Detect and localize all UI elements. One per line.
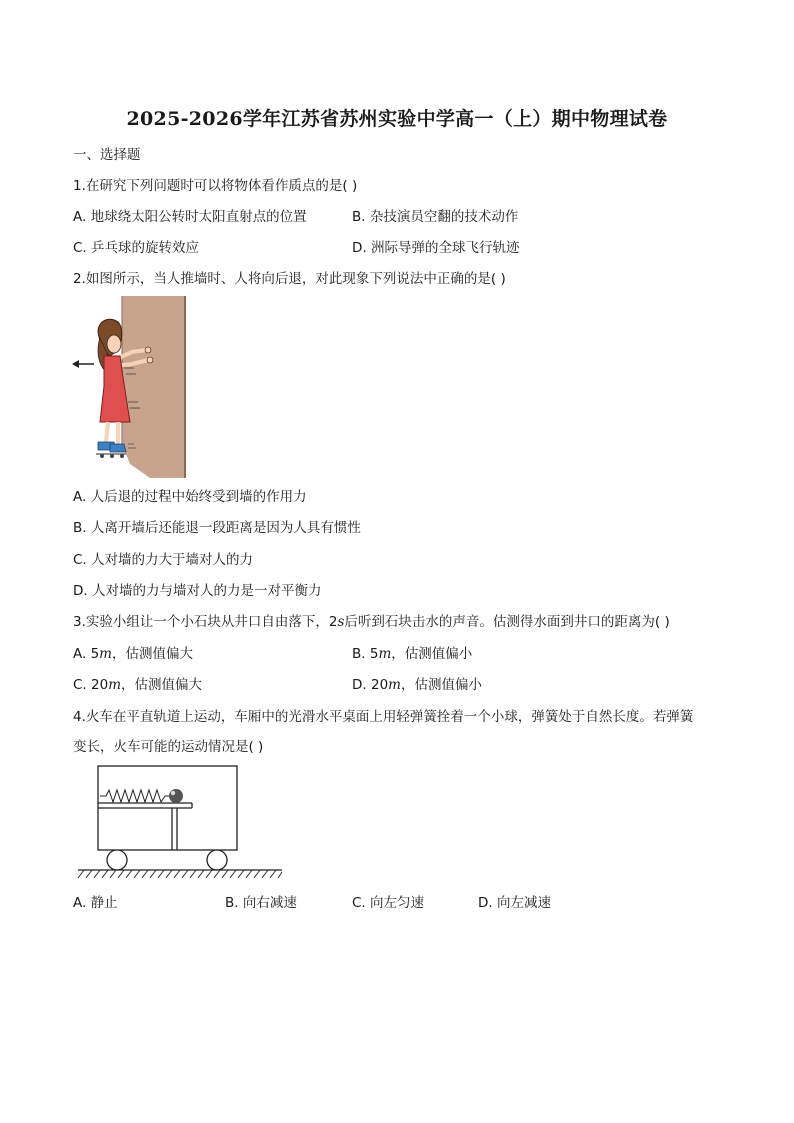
q1-option-d[interactable]: D. 洲际导弹的全球飞行轨迹: [352, 240, 520, 256]
exam-title: 2025-2026学年江苏省苏州实验中学高一（上）期中物理试卷: [126, 108, 668, 130]
train-car-spring-figure: [76, 764, 286, 884]
q1-option-c[interactable]: C. 乒乓球的旋转效应: [73, 240, 200, 256]
q3-option-b[interactable]: B. 5m，估测值偏小: [352, 646, 473, 662]
wall-surface: [122, 296, 185, 478]
q1-option-b[interactable]: B. 杂技演员空翻的技术动作: [352, 209, 519, 225]
question-1-stem: 1.在研究下列问题时可以将物体看作质点的是( ): [73, 178, 358, 194]
wheel-left: [107, 850, 127, 870]
question-4-stem-line1: 4.火车在平直轨道上运动，车厢中的光滑水平桌面上用轻弹簧拴着一个小球，弹簧处于自然长度。若弹簧: [73, 709, 694, 725]
q2-option-c[interactable]: C. 人对墙的力大于墙对人的力: [73, 552, 254, 568]
q4-option-c[interactable]: C. 向左匀速: [352, 895, 425, 911]
q3-option-c[interactable]: C. 20m，估测值偏大: [73, 677, 202, 693]
q2-option-a[interactable]: A. 人后退的过程中始终受到墙的作用力: [73, 489, 307, 505]
q1-option-a[interactable]: A. 地球绕太阳公转时太阳直射点的位置: [73, 209, 307, 225]
q4-option-b[interactable]: B. 向右减速: [225, 895, 297, 911]
section-heading: 一、选择题: [73, 147, 141, 163]
q2-option-d[interactable]: D. 人对墙的力与墙对人的力是一对平衡力: [73, 583, 322, 599]
ground-hatching: [78, 870, 282, 878]
q2-option-b[interactable]: B. 人离开墙后还能退一段距离是因为人具有惯性: [73, 520, 361, 536]
q3-option-a[interactable]: A. 5m，估测值偏大: [73, 646, 193, 662]
question-3-stem: 3.实验小组让一个小石块从井口自由落下，2s后听到石块击水的声音。估测得水面到井口的距离为( ): [73, 614, 670, 630]
skate-right: [110, 444, 126, 452]
q4-option-a[interactable]: A. 静止: [73, 895, 118, 911]
question-4-stem-line2: 变长，火车可能的运动情况是( ): [73, 739, 264, 755]
question-2-stem: 2.如图所示，当人推墙时、人将向后退，对此现象下列说法中正确的是( ): [73, 271, 506, 287]
q3-option-d[interactable]: D. 20m，估测值偏小: [352, 677, 482, 693]
ball: [169, 789, 183, 803]
face: [107, 335, 121, 353]
person-pushing-wall-figure: [70, 294, 190, 480]
spring: [100, 790, 169, 802]
wheel-right: [207, 850, 227, 870]
q4-option-d[interactable]: D. 向左减速: [478, 895, 551, 911]
